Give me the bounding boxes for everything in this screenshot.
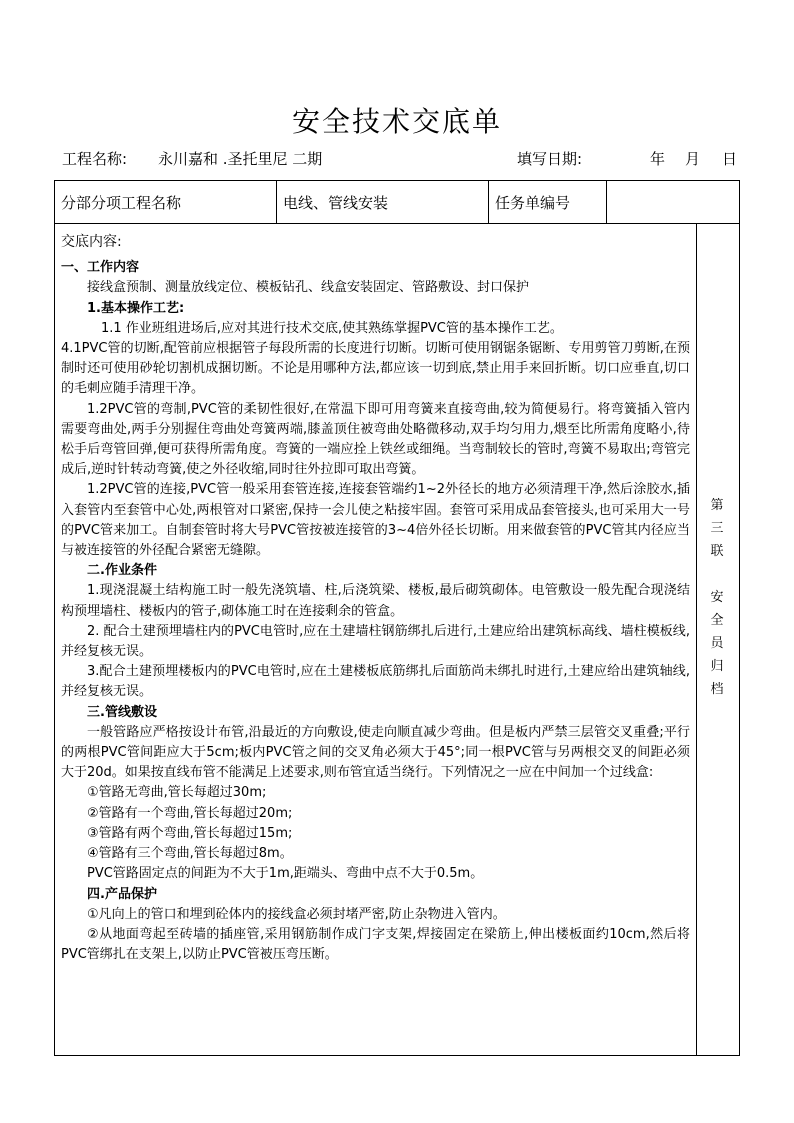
date-month: 月 [685,150,701,168]
date-day: 日 [722,150,738,168]
sub-project-value: 电线、管线安装 [277,181,489,224]
paragraph: 1.1 作业班组进场后,应对其进行技术交底,使其熟练掌握PVC管的基本操作工艺。 [101,320,563,336]
section-1-text: 接线盒预制、测量放线定位、模板钻孔、线盒安装固定、管路敷设、封口保护 [87,280,530,296]
briefing-table [54,180,740,1056]
project-name: 永川嘉和 .圣托里尼 二期 [158,150,323,168]
date-year: 年 [650,150,666,168]
paragraph: ②从地面弯起至砖墙的插座管,采用钢筋制作成门字支架,焊接固定在梁筋上,伸出楼板面约10cm,然后将PVC管绑扎在支架上,以防止PVC管被压弯压断。 [61,926,690,963]
section-2-title: 二.作业条件 [87,563,157,579]
paragraph: ①凡向上的管口和埋到砼体内的接线盒必须封堵严密,防止杂物进入管内。 [87,906,506,922]
content-row [55,224,740,1056]
list-item: ②管路有一个弯曲,管长每超过20m; [87,805,293,821]
content-label: 交底内容: [61,234,122,250]
paragraph: 4.1PVC管的切断,配管前应根据管子每段所需的长度进行切断。切断可使用钢锯条锯断、专用剪管刀剪断,在预制时还可使用砂轮切割机成捆切断。不论是用哪种方法,都应该一切到底,禁止用手来回折断。切口应垂直,切口的毛刺应随手清理干净。 [61,341,690,397]
paragraph: PVC管路固定点的间距为不大于1m,距端头、弯曲中点不大于0.5m。 [87,866,484,882]
section-1-title: 一、工作内容 [61,260,140,276]
sub-project-label: 分部分项工程名称 [55,181,277,224]
briefing-content [55,224,696,965]
list-item: ④管路有三个弯曲,管长每超过8m。 [87,846,293,862]
section-4-title: 四.产品保护 [87,886,157,902]
date-label: 填写日期: [517,150,583,168]
header-row [62,148,742,170]
project-label: 工程名称: [62,150,128,168]
paragraph: 2. 配合土建预埋墙柱内的PVC电管时,应在土建墙柱钢筋绑扎后进行,土建应给出建筑标高线、墙柱模板线,并经复核无误。 [61,623,690,660]
list-item: ①管路无弯曲,管长每超过30m; [87,785,267,801]
section-3-title: 三.管线敷设 [87,704,157,720]
task-no-value [607,181,740,224]
page-title: 安全技术交底单 [291,105,502,138]
paragraph: 一般管路应严格按设计布管,沿最近的方向敷设,使走向顺直减少弯曲。但是板内严禁三层管交叉重叠;平行的两根PVC管间距应大于5cm;板内PVC管之间的交叉角必须大于45°;同一根PVC管与另两根交叉的间距必须大于20d。如果按直线布管不能满足上述要求,则布管宜适当绕行。下列情况之一应在中间加一个过线盒: [61,724,690,781]
side-cell [697,224,740,1056]
info-row [55,181,740,224]
content-cell [55,224,697,1056]
paragraph: 1.2PVC管的弯制,PVC管的柔韧性很好,在常温下即可用弯簧来直接弯曲,较为简便易行。将弯簧插入管内需要弯曲处,两手分别握住弯曲处弯簧两端,膝盖顶住被弯曲处略微移动,双手均匀用力,煨至比所需角度略小,待松手后弯管回弹,便可获得所需角度。弯簧的一端应拴上铁丝或细绳。当弯制较长的管时,弯簧不易取出;弯管完成后,逆时针转动弯簧,使之外径收缩,同时往外拉即可取出弯簧。 [61,401,690,478]
list-item: ③管路有两个弯曲,管长每超过15m; [87,825,293,841]
section-1-subtitle: 1.基本操作工艺: [87,300,185,316]
paragraph: 3.配合土建预埋楼板内的PVC电管时,应在土建楼板底筋绑扎后面筋尚未绑扎时进行,土建应给出建筑轴线,并经复核无误。 [61,664,690,700]
task-no-label: 任务单编号 [489,181,607,224]
paragraph: 1.现浇混凝土结构施工时一般先浇筑墙、柱,后浇筑梁、楼板,最后砌筑砌体。电管敷设一般先配合现浇结构预埋墙柱、楼板内的管子,砌体施工时在连接剩余的管盒。 [61,583,690,619]
side-label: 第 三 联 安 全 员 归 档 [710,498,724,697]
paragraph: 1.2PVC管的连接,PVC管一般采用套管连接,连接套管端约1~2外径长的地方必须清理干净,然后涂胶水,插入套管内至套管中心处,两根管对口紧密,保持一会儿使之粘接牢固。套管可采用成品套管接头,也可采用大一号的PVC管来加工。自制套管时将大号PVC管按被连接管的3~4倍外径长切断。用来做套管的PVC管其内径应当与被连接管的外径配合紧密无缝隙。 [61,482,690,559]
